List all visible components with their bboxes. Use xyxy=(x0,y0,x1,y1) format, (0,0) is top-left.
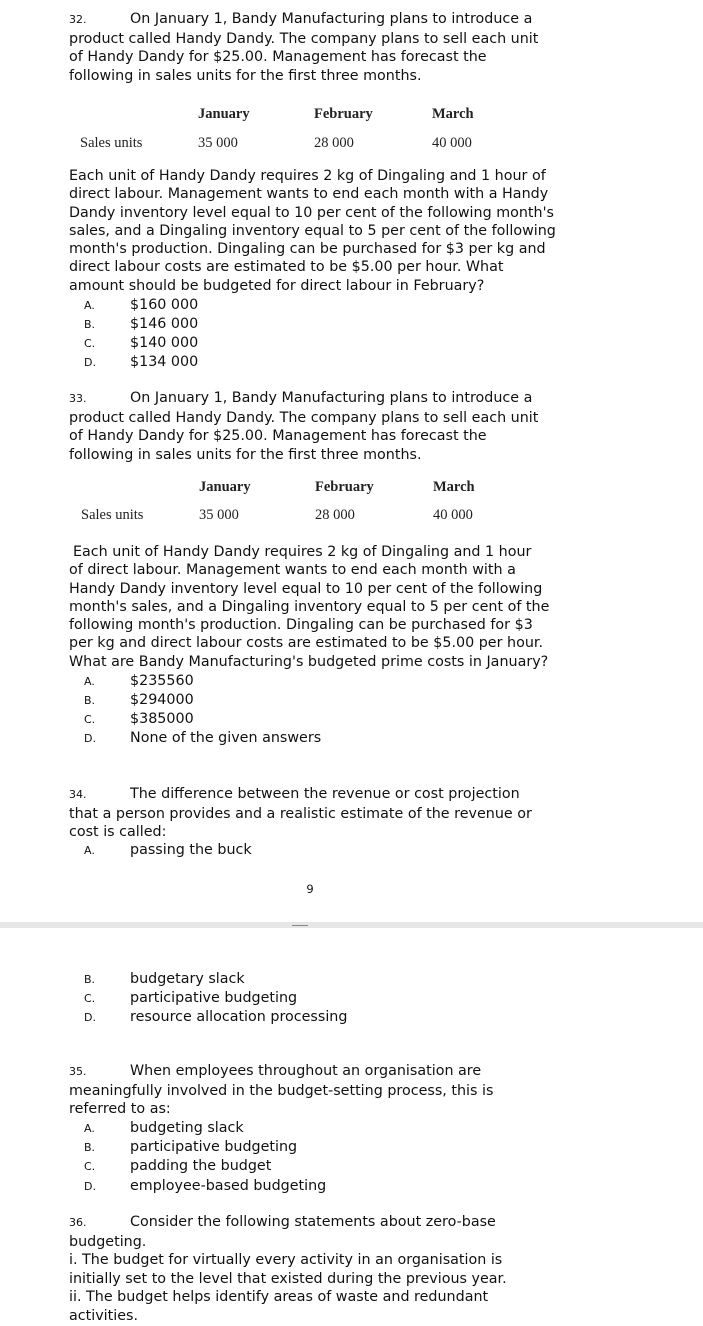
table-cell: 35 000 xyxy=(199,507,239,523)
question-intro-line: 36. Consider the following statements about zero-base xyxy=(69,1213,559,1233)
option-33-b[interactable] xyxy=(84,691,194,710)
option-letter: B. xyxy=(84,694,96,707)
option-32-b[interactable] xyxy=(84,315,198,334)
question-body-line: Dandy inventory level equal to 10 per cent of the following month's xyxy=(69,204,554,221)
question-intro-line: product called Handy Dandy. The company plans to sell each unit xyxy=(69,30,539,47)
table-cell: 28 000 xyxy=(315,507,355,523)
option-34-b[interactable] xyxy=(84,970,245,989)
option-text: padding the budget xyxy=(130,1158,272,1174)
table-row-label: Sales units xyxy=(80,135,143,151)
question-number: 32. xyxy=(69,13,87,26)
table-cell: 40 000 xyxy=(433,507,473,523)
option-letter: C. xyxy=(84,992,96,1005)
question-body-line: per kg and direct labour costs are estimated to be $5.00 per hour. xyxy=(69,635,544,652)
option-letter: B. xyxy=(84,973,96,986)
option-text: resource allocation processing xyxy=(130,1009,348,1025)
table-header-march: March xyxy=(433,479,475,495)
question-intro-line: ii. The budget helps identify areas of waste and redundant xyxy=(69,1289,489,1306)
question-intro-line: following in sales units for the first three months. xyxy=(69,67,422,84)
option-text: passing the buck xyxy=(130,842,252,858)
question-body-line: month's sales, and a Dingaling inventory equal to 5 per cent of the xyxy=(69,598,550,615)
option-32-c[interactable] xyxy=(84,334,198,353)
table-header-january: January xyxy=(198,106,250,122)
option-letter: C. xyxy=(84,713,96,726)
option-text: $160 000 xyxy=(130,297,199,313)
question-body-line: Each unit of Handy Dandy requires 2 kg of Dingaling and 1 hour of xyxy=(69,168,546,184)
option-letter: B. xyxy=(84,1141,96,1154)
question-32-body xyxy=(69,167,557,295)
page-number: 9 xyxy=(306,882,314,896)
option-text: budgeting slack xyxy=(130,1120,244,1136)
question-body-line: of direct labour. Management wants to end each month with a xyxy=(69,562,516,579)
question-intro-line: 32. On January 1, Bandy Manufacturing plans to introduce a xyxy=(69,10,559,30)
question-body-line: direct labour costs are estimated to be $5.00 per hour. What xyxy=(69,259,504,276)
question-intro-line: of Handy Dandy for $25.00. Management has forecast the xyxy=(69,49,487,66)
option-text: $140 000 xyxy=(130,335,199,351)
option-letter: A. xyxy=(84,844,95,857)
question-intro-line: cost is called: xyxy=(69,824,167,841)
question-body-line: following month's production. Dingaling can be purchased for $3 xyxy=(69,617,533,634)
page-separator-mark xyxy=(292,925,308,926)
question-34-intro xyxy=(69,785,559,842)
option-text: None of the given answers xyxy=(130,730,322,746)
question-intro-line: 35. When employees throughout an organisation are xyxy=(69,1062,559,1082)
option-text: $294000 xyxy=(130,692,194,708)
option-letter: C. xyxy=(84,337,96,350)
question-number: 33. xyxy=(69,392,87,405)
question-number: 34. xyxy=(69,788,87,801)
question-intro-line: referred to as: xyxy=(69,1101,171,1118)
question-intro-line: budgeting. xyxy=(69,1233,147,1250)
option-text: $385000 xyxy=(130,711,194,727)
option-text: participative budgeting xyxy=(130,1139,298,1155)
question-intro-line: 34. The difference between the revenue or cost projection xyxy=(69,785,559,805)
question-body-line: direct labour. Management wants to end each month with a Handy xyxy=(69,186,549,203)
table-header-february: February xyxy=(314,106,373,122)
option-35-b[interactable] xyxy=(84,1138,297,1157)
question-intro-line: i. The budget for virtually every activity in an organisation is xyxy=(69,1252,503,1269)
option-35-c[interactable] xyxy=(84,1157,271,1176)
question-32-intro xyxy=(69,10,559,85)
option-letter: D. xyxy=(84,1011,96,1024)
question-intro-line: following in sales units for the first three months. xyxy=(69,446,422,463)
question-intro-line: activities. xyxy=(69,1307,138,1324)
question-35-intro xyxy=(69,1062,559,1119)
option-35-d[interactable] xyxy=(84,1177,326,1196)
option-32-d[interactable] xyxy=(84,353,198,372)
question-body-line: month's production. Dingaling can be purchased for $3 per kg and xyxy=(69,241,546,258)
table-header-march: March xyxy=(432,106,474,122)
question-number: 35. xyxy=(69,1065,87,1078)
question-intro-line: initially set to the level that existed during the previous year. xyxy=(69,1270,507,1287)
option-34-a[interactable] xyxy=(84,841,252,860)
option-letter: B. xyxy=(84,318,96,331)
option-text: employee-based budgeting xyxy=(130,1178,327,1194)
question-body-line: Handy Dandy inventory level equal to 10 per cent of the following xyxy=(69,580,543,597)
question-number: 36. xyxy=(69,1216,87,1229)
option-text: $134 000 xyxy=(130,354,199,370)
question-intro-line: that a person provides and a realistic estimate of the revenue or xyxy=(69,805,532,822)
table-cell: 28 000 xyxy=(314,135,354,151)
option-33-a[interactable] xyxy=(84,672,194,691)
option-letter: D. xyxy=(84,356,96,369)
sales-units-table xyxy=(0,106,703,156)
option-text: $235560 xyxy=(130,673,194,689)
question-intro-line: product called Handy Dandy. The company plans to sell each unit xyxy=(69,409,539,426)
option-text: participative budgeting xyxy=(130,990,298,1006)
option-letter: A. xyxy=(84,1122,95,1135)
option-text: $146 000 xyxy=(130,316,199,332)
option-35-a[interactable] xyxy=(84,1119,244,1138)
question-33-intro xyxy=(69,389,559,464)
page-2 xyxy=(0,928,703,1324)
table-header-february: February xyxy=(315,479,374,495)
table-cell: 35 000 xyxy=(198,135,238,151)
question-body-line: What are Bandy Manufacturing's budgeted prime costs in January? xyxy=(69,653,549,670)
option-text: budgetary slack xyxy=(130,971,245,987)
table-header-january: January xyxy=(199,479,251,495)
option-34-c[interactable] xyxy=(84,989,297,1008)
option-letter: D. xyxy=(84,1180,96,1193)
option-letter: A. xyxy=(84,675,95,688)
question-body-line: Each unit of Handy Dandy requires 2 kg of Dingaling and 1 hour xyxy=(73,544,532,560)
option-34-d[interactable] xyxy=(84,1008,347,1027)
question-36-intro xyxy=(69,1213,559,1326)
table-row-label: Sales units xyxy=(81,507,144,523)
option-33-c[interactable] xyxy=(84,710,194,729)
table-cell: 40 000 xyxy=(432,135,472,151)
question-body-line: sales, and a Dingaling inventory equal to 5 per cent of the following xyxy=(69,222,556,239)
option-33-d[interactable] xyxy=(84,729,321,748)
question-intro-line: of Handy Dandy for $25.00. Management has forecast the xyxy=(69,428,487,445)
question-intro-line: meaningfully involved in the budget-setting process, this is xyxy=(69,1082,494,1099)
option-32-a[interactable] xyxy=(84,296,198,315)
option-letter: D. xyxy=(84,732,96,745)
question-33-body xyxy=(69,543,557,671)
option-letter: C. xyxy=(84,1160,96,1173)
question-body-line: amount should be budgeted for direct labour in February? xyxy=(69,277,485,294)
sales-units-table xyxy=(0,479,703,529)
question-intro-line: 33. On January 1, Bandy Manufacturing plans to introduce a xyxy=(69,389,559,409)
option-letter: A. xyxy=(84,299,95,312)
